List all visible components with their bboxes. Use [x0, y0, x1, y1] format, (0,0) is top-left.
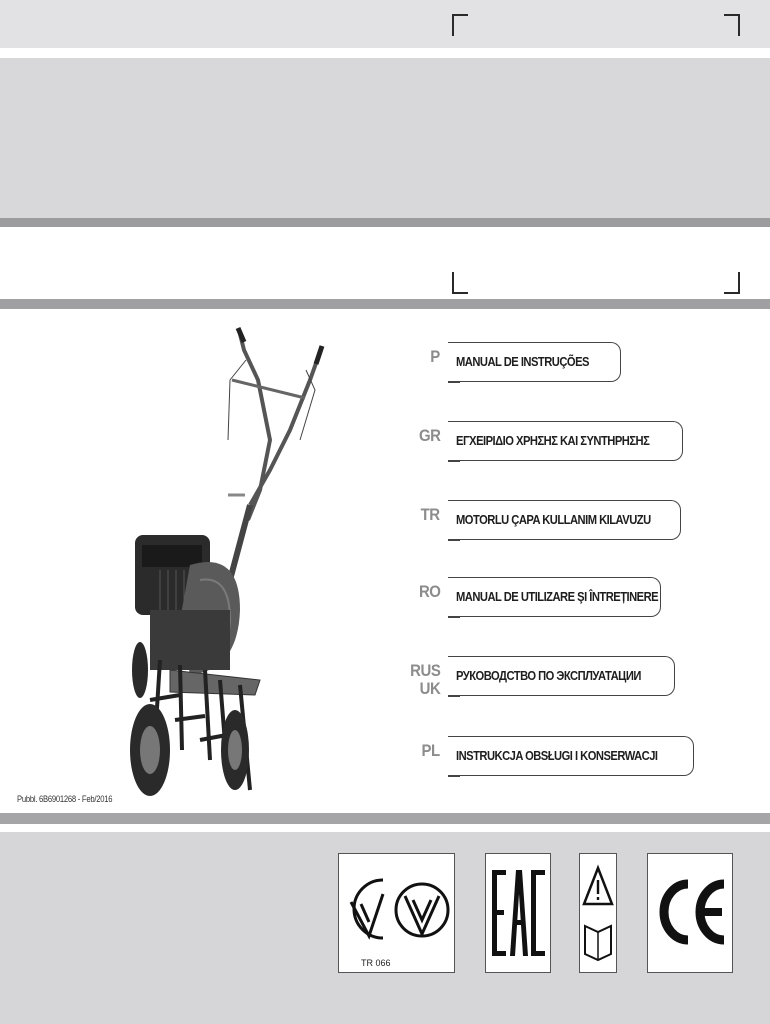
spacer-band: [0, 824, 770, 832]
language-title-box: [448, 736, 694, 776]
divider-rule: [0, 813, 770, 824]
spacer-band: [0, 227, 770, 299]
language-entry-p: [390, 342, 770, 386]
crop-mark-top-left: [452, 14, 468, 36]
language-title-box: [448, 342, 621, 382]
language-entry-pl: [390, 736, 770, 780]
ukrsepro-mark: [338, 853, 455, 973]
language-entry-rus-uk: [390, 656, 770, 700]
language-title: MANUAL DE INSTRUÇÕES: [456, 354, 589, 369]
header-band: [0, 0, 770, 48]
ce-icon: [648, 854, 732, 972]
ua-mark-label: TR 066: [361, 958, 391, 968]
language-code: [410, 662, 440, 698]
language-code: GR: [418, 426, 440, 445]
publication-code: Pubbl. 6B6901268 - Feb/2016: [17, 794, 113, 804]
language-title: MANUAL DE UTILIZARE ŞI ÎNTREȚINERE: [456, 589, 659, 604]
language-title-box: [448, 577, 661, 617]
language-code-secondary: UK: [419, 679, 440, 698]
ukrsepro-icon: [339, 854, 454, 972]
language-entry-tr: [390, 500, 770, 544]
language-title-box: [448, 656, 675, 696]
language-title-box: [448, 500, 681, 540]
language-title: РУКОВОДСТВО ПО ЭКСПЛУАТАЦИИ: [456, 668, 641, 683]
warning-manual-icon: [580, 854, 616, 972]
language-code-primary: RUS: [409, 661, 440, 680]
divider-rule: [0, 299, 770, 309]
title-band: [0, 58, 770, 218]
eac-mark: [485, 853, 551, 973]
safety-warning-mark: [579, 853, 617, 973]
divider-rule: [0, 218, 770, 227]
crop-mark-top-right: [724, 14, 740, 36]
language-entry-ro: [390, 577, 770, 621]
language-code: PL: [421, 741, 440, 760]
language-title: ΕΓΧΕΙΡΙΔΙΟ ΧΡΗΣΗΣ ΚΑΙ ΣΥΝΤΗΡΗΣΗΣ: [456, 433, 650, 448]
language-entry-gr: [390, 421, 770, 465]
language-title: MOTORLU ÇAPA KULLANIM KILAVUZU: [456, 512, 651, 527]
language-code: TR: [420, 505, 440, 524]
language-code: P: [430, 347, 440, 366]
eac-icon: [486, 854, 550, 972]
language-title: INSTRUKCJA OBSŁUGI I KONSERWACJI: [456, 748, 658, 763]
tiller-illustration: [110, 320, 350, 810]
crop-mark-bottom-left: [452, 272, 468, 294]
language-code: RO: [418, 582, 440, 601]
language-title-box: [448, 421, 683, 461]
ce-mark: [647, 853, 733, 973]
crop-mark-bottom-right: [724, 272, 740, 294]
